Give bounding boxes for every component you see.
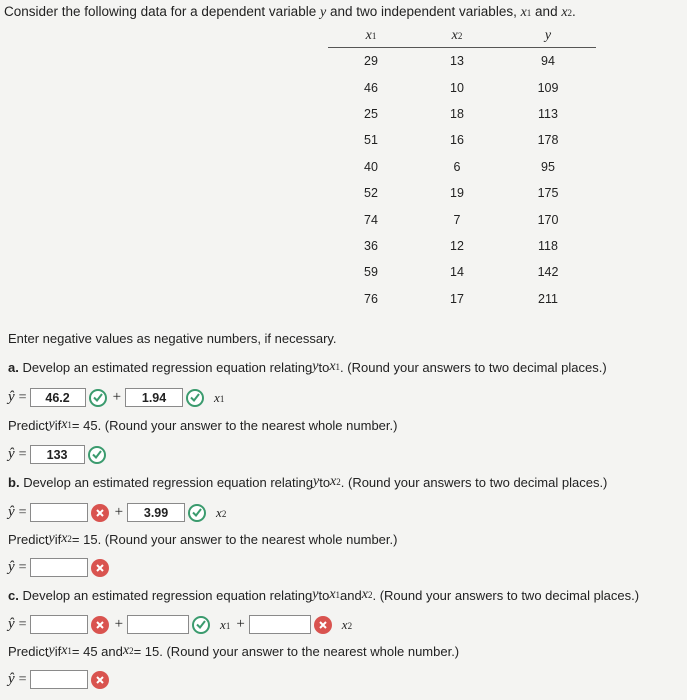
- correct-check-icon: [192, 616, 210, 634]
- part-c-x2-coef-input[interactable]: [249, 615, 311, 634]
- intro-text: Consider the following data for a dependent variable y and two independent variables, x1 and x2.: [4, 4, 576, 20]
- header-y: y: [500, 26, 596, 48]
- table-cell: 94: [541, 54, 555, 69]
- data-table: [328, 26, 596, 312]
- part-c-prediction: ŷ =: [8, 670, 109, 689]
- part-b-prediction-input[interactable]: [30, 558, 88, 577]
- table-cell: 175: [537, 186, 559, 201]
- x1-term: x1: [214, 389, 225, 405]
- part-c-equation: ŷ = + x1 + x2: [8, 616, 353, 632]
- table-cell: 52: [364, 186, 378, 201]
- correct-check-icon: [186, 389, 204, 407]
- table-cell: 118: [538, 238, 558, 253]
- table-row: [328, 154, 596, 180]
- negative-note: Enter negative values as negative numbers, if necessary.: [8, 331, 337, 346]
- part-b-equation: ŷ = + 3.99 x2: [8, 504, 227, 520]
- table-row: [328, 48, 596, 75]
- table-row: [328, 127, 596, 153]
- table-cell: 7: [453, 212, 461, 227]
- table-row: [328, 180, 596, 206]
- table-cell: 46: [364, 80, 378, 95]
- table-cell: 74: [364, 212, 378, 227]
- table-row: [328, 233, 596, 259]
- table-cell: 76: [364, 291, 378, 306]
- part-a-prediction-input[interactable]: 133: [30, 445, 85, 464]
- header-x2: x2: [414, 26, 500, 48]
- table-cell: 29: [364, 54, 378, 69]
- table-cell: 109: [537, 80, 559, 95]
- table-cell: 36: [364, 238, 378, 253]
- incorrect-x-icon: [314, 616, 332, 634]
- part-c-predict-prompt: Predict y if x1 = 45 and x2 = 15. (Round your answer to the nearest whole number.): [8, 643, 460, 659]
- table-cell: 18: [450, 106, 464, 121]
- table-cell: 10: [450, 80, 464, 95]
- part-b-predict-prompt: Predict y if x2 = 15. (Round your answer to the nearest whole number.): [8, 531, 398, 547]
- table-cell: 59: [364, 265, 378, 280]
- part-a-equation: ŷ = 46.2 + 1.94 x1: [8, 389, 225, 405]
- table-cell: 142: [537, 265, 559, 280]
- table-cell: 19: [450, 186, 464, 201]
- part-a-intercept-input[interactable]: 46.2: [30, 388, 86, 407]
- table-cell: 51: [364, 133, 378, 148]
- table-row: [328, 259, 596, 285]
- table-row: [328, 74, 596, 100]
- incorrect-x-icon: [91, 504, 109, 522]
- correct-check-icon: [88, 446, 106, 464]
- x1-term: x1: [220, 616, 231, 632]
- table-cell: 12: [450, 238, 464, 253]
- x2-term: x2: [341, 616, 353, 632]
- table-cell: 17: [450, 291, 464, 306]
- part-c-x1-coef-input[interactable]: [127, 615, 189, 634]
- part-b-prompt: b. Develop an estimated regression equation relating y to x2 . (Round your answers to two decimal places.): [8, 474, 608, 490]
- part-b-x2-coef-input[interactable]: 3.99: [127, 503, 185, 522]
- part-b-intercept-input[interactable]: [30, 503, 88, 522]
- table-cell: 13: [450, 54, 464, 69]
- table-row: [328, 206, 596, 232]
- part-a-prompt: a. Develop an estimated regression equation relating y to x1 . (Round your answers to two decimal places.): [8, 359, 607, 375]
- table-cell: 95: [541, 159, 555, 174]
- table-cell: 25: [364, 106, 378, 121]
- correct-check-icon: [188, 504, 206, 522]
- part-a-x1-coef-input[interactable]: 1.94: [125, 388, 183, 407]
- table-cell: 14: [450, 265, 464, 280]
- table-row: [328, 286, 596, 312]
- part-b-prediction: ŷ =: [8, 558, 109, 577]
- table-cell: 40: [364, 159, 378, 174]
- part-a-predict-prompt: Predict y if x1 = 45. (Round your answer to the nearest whole number.): [8, 417, 398, 433]
- part-c-intercept-input[interactable]: [30, 615, 88, 634]
- table-cell: 170: [537, 212, 559, 227]
- table-cell: 16: [450, 133, 464, 148]
- table-cell: 6: [453, 159, 461, 174]
- table-cell: 178: [537, 133, 559, 148]
- incorrect-x-icon: [91, 671, 109, 689]
- header-x1: x1: [328, 26, 414, 48]
- table-row: [328, 101, 596, 127]
- table-header-row: [328, 26, 596, 48]
- incorrect-x-icon: [91, 616, 109, 634]
- part-c-prediction-input[interactable]: [30, 670, 88, 689]
- table-cell: 113: [538, 106, 558, 121]
- correct-check-icon: [89, 389, 107, 407]
- table-cell: 211: [538, 291, 558, 306]
- incorrect-x-icon: [91, 559, 109, 577]
- part-c-prompt: c. Develop an estimated regression equation relating y to x1 and x2 . (Round your answers to two decimal places.): [8, 587, 640, 603]
- x2-term: x2: [216, 504, 227, 520]
- part-a-prediction: ŷ = 133: [8, 445, 106, 464]
